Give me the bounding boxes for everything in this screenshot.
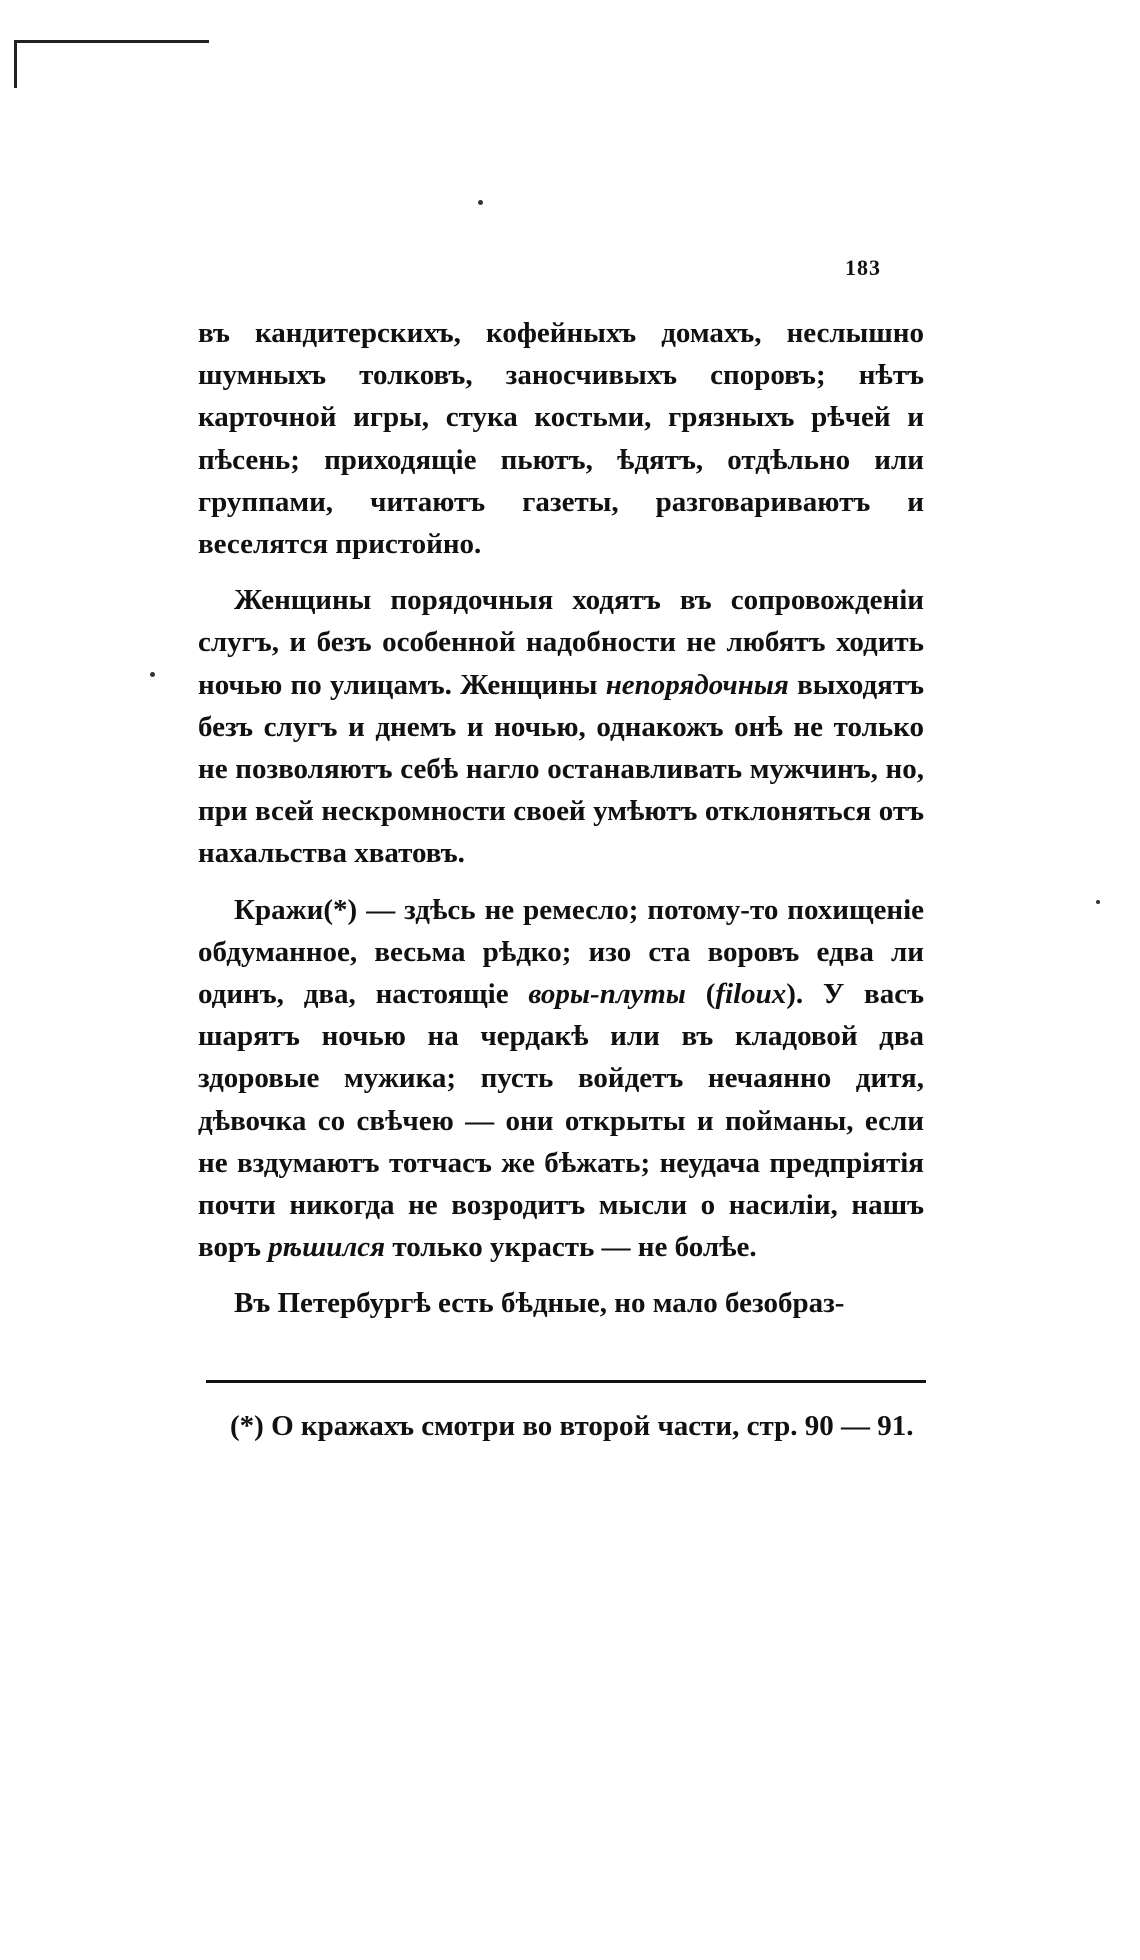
paragraph-3-emphasis-c: рѣшился <box>268 1231 386 1264</box>
footnote-divider <box>206 1380 926 1383</box>
ink-speck <box>150 672 155 677</box>
ink-speck <box>478 200 483 205</box>
paragraph-2-emphasis: непорядочныя <box>605 668 789 701</box>
paragraph-2-text-a: Женщины порядочныя ходятъ въ сопровожденіи слугъ, и безъ особенной надобности не любятъ ходить ночью по улицамъ. Женщины <box>198 584 924 701</box>
page-corner-line-horizontal <box>14 40 209 43</box>
ink-speck <box>1096 900 1100 904</box>
paragraph-1: въ кандитерскихъ, кофейныхъ домахъ, неслышно шумныхъ толковъ, заносчивыхъ споровъ; нѣтъ карточной игры, стука костьми, грязныхъ рѣчей и пѣсень; приходящіе пьютъ, ѣдятъ, отдѣльно или группами, читаютъ газеты, разговариваютъ и веселятся пристойно. <box>198 317 924 561</box>
paragraph-3-text-c: ). У васъ шарятъ ночью на чердакѣ или въ кладовой два здоровые мужика; пусть войдетъ нечаянно дитя, дѣвочка со свѣчею — они открыты и пойманы, если не вздумаютъ тотчасъ же бѣжать; неудача предпріятія почти никогда не возродитъ мысли о насиліи, нашъ воръ <box>198 978 924 1264</box>
paragraph-2-text-b: выходятъ безъ слугъ и днемъ и ночью, однакожъ онѣ не только не позволяютъ себѣ нагло останавливать мужчинъ, но, при всей нескромности своей умѣютъ отклоняться отъ нахальства хватовъ. <box>198 668 924 870</box>
body-text <box>198 312 924 1339</box>
page-number: 183 <box>845 255 881 280</box>
paragraph-2 <box>198 579 924 874</box>
paragraph-3-text-a: Кражи(*) — здѣсь не ремесло; потому-то похищеніе обдуманное, весьма рѣдко; изо ста воровъ едва ли одинъ, два, настоящіе <box>198 893 924 1011</box>
paragraph-4: Въ Петербургѣ есть бѣдные, но мало безобраз- <box>234 1287 845 1320</box>
footnote: (*) О кражахъ смотри во второй части, стр. 90 — 91. <box>230 1410 914 1442</box>
paragraph-3-emphasis-b: filoux <box>715 978 787 1011</box>
paragraph-3-emphasis-a: воры-плуты <box>528 978 686 1011</box>
paragraph-3-text-d: только украсть — не болѣе. <box>385 1231 757 1264</box>
page-corner-line-vertical <box>14 40 17 88</box>
paragraph-3-text-b: ( <box>685 978 716 1011</box>
paragraph-3 <box>198 889 924 1269</box>
